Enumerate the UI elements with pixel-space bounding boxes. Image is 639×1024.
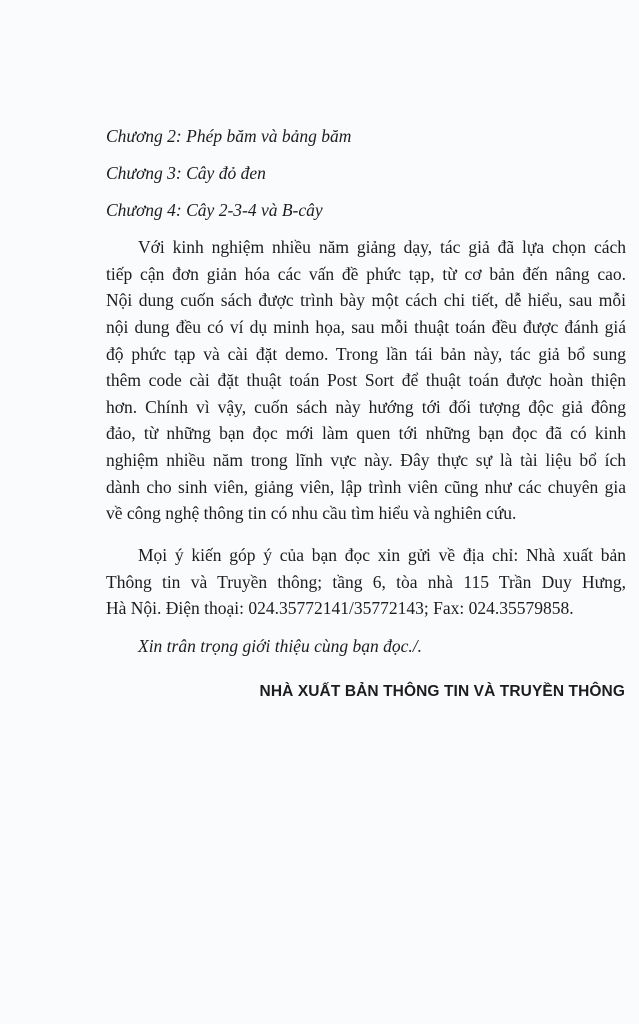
- chapter-line: Chương 3: Cây đỏ đen: [106, 163, 266, 183]
- paragraph-line: tiếp cận đơn giản hóa các vấn đề phức tạp, từ cơ bản đến nâng cao.: [106, 264, 626, 284]
- paragraph-line: đảo, từ những bạn đọc mới làm quen tới những bạn đọc đã có kinh: [106, 423, 626, 443]
- paragraph-line: độ phức tạp và cài đặt demo. Trong lần tái bản này, tác giả bổ sung: [106, 344, 626, 364]
- paragraph-line: Nội dung cuốn sách được trình bày một cách chi tiết, dễ hiểu, sau mỗi: [106, 290, 626, 310]
- paragraph-line: Với kinh nghiệm nhiều năm giảng dạy, tác giả đã lựa chọn cách: [138, 237, 626, 257]
- paragraph-line: dành cho sinh viên, giảng viên, lập trình viên cũng như các chuyên gia: [106, 477, 626, 497]
- paragraph-line: thêm code cài đặt thuật toán Post Sort để thuật toán được hoàn thiện: [106, 370, 626, 390]
- paragraph-line: Hà Nội. Điện thoại: 024.35772141/35772143; Fax: 024.35579858.: [106, 598, 574, 618]
- paragraph-line: về công nghệ thông tin có nhu cầu tìm hiểu và nghiên cứu.: [106, 503, 517, 523]
- paragraph-line: nghiệm nhiều năm trong lĩnh vực này. Đây thực sự là tài liệu bổ ích: [106, 450, 626, 470]
- paragraph-line: Thông tin và Truyền thông; tầng 6, tòa nhà 115 Trần Duy Hưng,: [106, 572, 626, 592]
- paragraph-line: hơn. Chính vì vậy, cuốn sách này hướng tới đối tượng độc giả đông: [106, 397, 626, 417]
- chapter-line: Chương 2: Phép băm và bảng băm: [106, 126, 352, 146]
- closing-line: Xin trân trọng giới thiệu cùng bạn đọc./.: [138, 636, 422, 656]
- chapter-line: Chương 4: Cây 2-3-4 và B-cây: [106, 200, 323, 220]
- publisher-name: NHÀ XUẤT BẢN THÔNG TIN VÀ TRUYỀN THÔNG: [259, 683, 625, 700]
- paragraph-line: nội dung đều có ví dụ minh họa, sau mỗi thuật toán đều được đánh giá: [106, 317, 626, 337]
- paragraph-line: Mọi ý kiến góp ý của bạn đọc xin gửi về địa chỉ: Nhà xuất bản: [138, 545, 626, 565]
